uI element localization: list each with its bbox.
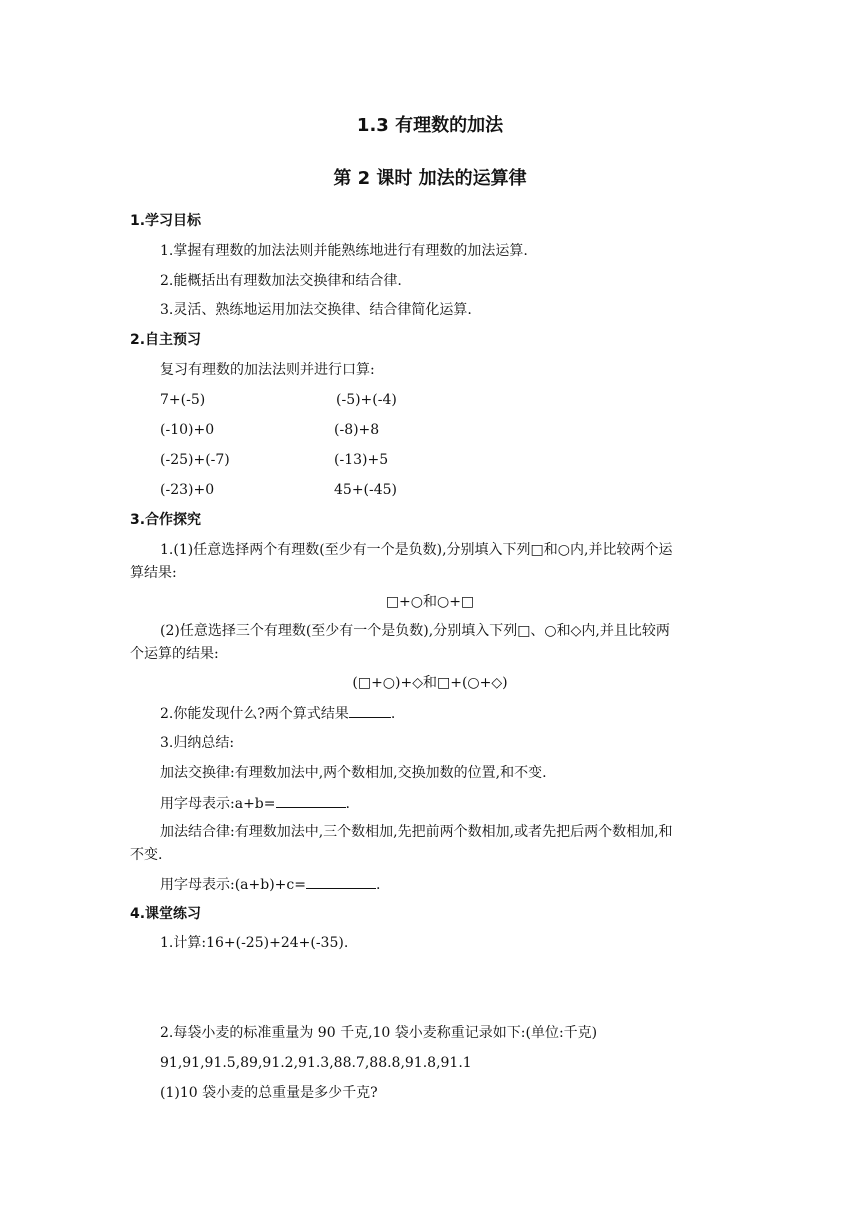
- expression-text: 用字母表示:a+b=: [160, 796, 276, 812]
- exercise-expression: 7+(-5): [160, 392, 206, 408]
- explore-paragraph: (2)任意选择三个有理数(至少有一个是负数),分别填入下列□、○和◇内,并且比较两: [160, 623, 670, 639]
- explore-paragraph: 算结果:: [130, 565, 177, 581]
- answer-blank[interactable]: [276, 793, 346, 808]
- exercise-expression: 45+(-45): [334, 482, 398, 498]
- expression-text: 用字母表示:(a+b)+c=: [160, 877, 306, 893]
- exercise-expression: (-5)+(-4): [336, 392, 397, 408]
- exercise-expression: (-23)+0: [160, 482, 215, 498]
- formula-associative: (□+○)+◇和□+(○+◇): [352, 675, 508, 691]
- associative-law: 加法结合律:有理数加法中,三个数相加,先把前两个数相加,或者先把后两个数相加,和: [160, 824, 673, 840]
- summary-heading: 3.归纳总结:: [160, 735, 235, 751]
- page-subtitle: 第 2 课时 加法的运算律: [333, 168, 527, 189]
- question-text: 2.你能发现什么?两个算式结果: [160, 706, 349, 722]
- section-heading-preview: 2.自主预习: [130, 332, 202, 348]
- section-heading-objectives: 1.学习目标: [130, 213, 202, 229]
- question-discover: [160, 703, 395, 724]
- exercise-expression: (-25)+(-7): [160, 452, 230, 468]
- exercise-expression: (-8)+8: [334, 422, 380, 438]
- question-punct: .: [390, 706, 396, 722]
- section-heading-explore: 3.合作探究: [130, 512, 202, 528]
- exercise-expression: (-10)+0: [160, 422, 215, 438]
- answer-blank[interactable]: [306, 874, 376, 889]
- exercise-expression: (-13)+5: [334, 452, 389, 468]
- expression-punct: .: [375, 877, 381, 893]
- answer-blank[interactable]: [349, 703, 391, 718]
- associative-law-continued: 不变.: [130, 847, 163, 863]
- practice-subquestion: (1)10 袋小麦的总重量是多少千克?: [160, 1085, 378, 1101]
- objective-item: 1.掌握有理数的加法法则并能熟练地进行有理数的加法运算.: [160, 243, 528, 259]
- explore-paragraph: 1.(1)任意选择两个有理数(至少有一个是负数),分别填入下列□和○内,并比较两个运: [160, 542, 673, 558]
- expression-punct: .: [345, 796, 350, 812]
- commutative-law: 加法交换律:有理数加法中,两个数相加,交换加数的位置,和不变.: [160, 765, 547, 781]
- section-heading-practice: 4.课堂练习: [130, 906, 202, 922]
- explore-paragraph: 个运算的结果:: [130, 646, 219, 662]
- preview-intro: 复习有理数的加法法则并进行口算:: [160, 362, 375, 378]
- practice-question: 2.每袋小麦的标准重量为 90 千克,10 袋小麦称重记录如下:(单位:千克): [160, 1025, 598, 1041]
- page-title: 1.3 有理数的加法: [356, 115, 504, 136]
- objective-item: 3.灵活、熟练地运用加法交换律、结合律简化运算.: [160, 302, 472, 318]
- weight-data: 91,91,91.5,89,91.2,91.3,88.7,88.8,91.8,91.1: [160, 1055, 472, 1071]
- practice-question: 1.计算:16+(-25)+24+(-35).: [160, 935, 349, 951]
- objective-item: 2.能概括出有理数加法交换律和结合律.: [160, 273, 402, 289]
- formula-commutative: □+○和○+□: [385, 594, 475, 610]
- associative-expression: [160, 874, 380, 895]
- commutative-expression: [160, 793, 350, 814]
